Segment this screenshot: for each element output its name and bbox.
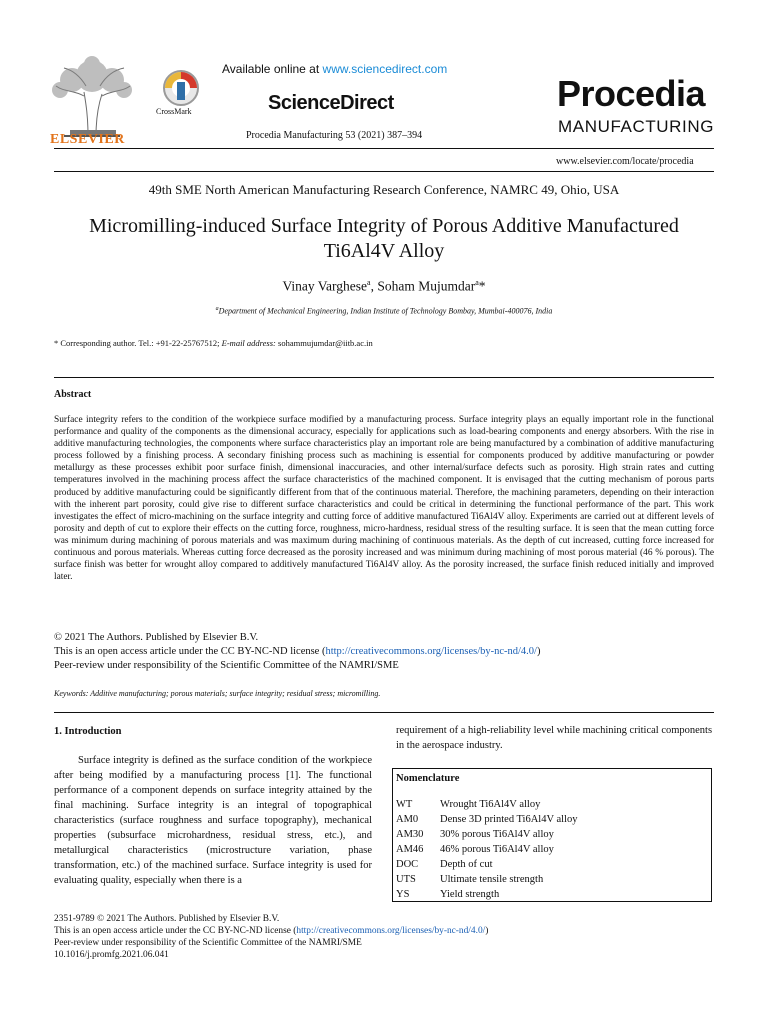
nomenclature-def: 30% porous Ti6Al4V alloy — [440, 829, 554, 840]
author-affil-mark: a — [367, 278, 371, 287]
footer-license-line — [54, 925, 488, 937]
footer-license-text: This is an open access article under the CC BY-NC-ND license ( — [54, 926, 297, 937]
corresponding-author-note — [54, 338, 373, 348]
copyright-line: © 2021 The Authors. Published by Elsevier B.V. — [54, 632, 259, 643]
nomenclature-row — [396, 812, 577, 827]
nomenclature-abbr: AM30 — [396, 829, 424, 840]
nomenclature-def: Ultimate tensile strength — [440, 874, 544, 885]
issn-line: 2351-9789 © 2021 The Authors. Published by Elsevier B.V. — [54, 914, 280, 924]
paper-title — [54, 214, 714, 264]
tree-icon — [44, 56, 140, 140]
corresponding-mark: * — [478, 278, 486, 294]
license-link[interactable]: http://creativecommons.org/licenses/by-nc-nd/4.0/ — [325, 646, 537, 657]
journal-logo-manufacturing: MANUFACTURING — [558, 117, 715, 136]
nomenclature-row — [396, 827, 577, 842]
nomenclature-box — [392, 768, 712, 902]
conference-line: 49th SME North American Manufacturing Research Conference, NAMRC 49, Ohio, USA — [148, 182, 620, 197]
available-online-text: Available online at — [222, 62, 323, 76]
elsevier-wordmark: ELSEVIER — [50, 132, 125, 147]
license-close: ) — [536, 646, 541, 657]
nomenclature-abbr: YS — [396, 889, 410, 900]
author-separator: , — [370, 278, 378, 294]
paper-title-line-2: Ti6Al4V Alloy — [323, 240, 445, 262]
abstract-top-rule — [54, 377, 714, 378]
available-online-line — [222, 62, 447, 76]
header-divider-bottom — [54, 171, 714, 172]
nomenclature-abbr: UTS — [396, 874, 416, 885]
affiliation — [0, 306, 768, 316]
nomenclature-def: Wrought Ti6Al4V alloy — [440, 799, 541, 810]
nomenclature-abbr: AM46 — [396, 844, 424, 855]
sciencedirect-link[interactable]: www.sciencedirect.com — [322, 62, 448, 76]
nomenclature-def: Depth of cut — [440, 859, 493, 870]
peer-review-line: Peer-review under responsibility of the Scientific Committee of the NAMRI/SME — [54, 660, 399, 671]
footer-license-link[interactable]: http://creativecommons.org/licenses/by-nc-nd/4.0/ — [296, 926, 486, 937]
nomenclature-def: 46% porous Ti6Al4V alloy — [440, 844, 554, 855]
nomenclature-abbr: WT — [396, 799, 413, 810]
journal-logo-procedia: Procedia — [557, 73, 706, 114]
copyright-block — [54, 631, 714, 673]
introduction-continuation: requirement of a high-reliability level while machining critical components in the aerospace industry. — [396, 725, 713, 751]
nomenclature-abbr: AM0 — [396, 814, 419, 825]
author-affil-mark: a — [475, 278, 479, 287]
page-footer — [54, 913, 488, 961]
journal-url-link[interactable]: www.elsevier.com/locate/procedia — [556, 156, 694, 167]
nomenclature-row — [396, 797, 577, 812]
nomenclature-row — [396, 857, 577, 872]
keywords-label: Keywords: — [54, 689, 89, 698]
nomenclature-row — [396, 887, 577, 902]
affiliation-mark: a — [215, 306, 219, 312]
license-text: This is an open access article under the CC BY-NC-ND license ( — [54, 646, 326, 657]
keywords-line — [54, 689, 380, 698]
introduction-text: Surface integrity is defined as the surface condition of the workpiece after being modified by a manufacturing process [1]. The functional performance of a component depends on surface integrity attained by the final machining. Surface integrity is an integral of topographical characteristics (surface roughness and surface topography), mechanical properties (subsurface microhardness, residual stress, etc.), and metallurgical characteristics (microstructure variation, phase transformation, etc.) of the machined surface. Surface integrity is used for evaluating quality, especially when there is a — [54, 755, 372, 887]
abstract-text: Surface integrity refers to the condition of the workpiece surface modified by a manufacturing process. Surface integrity plays an equally important role in the functional performance and quality of the components as the dimensional accuracy, especially for applications such as load-bearing components and energy absorbers. With the rise in additive manufacturing technologies, the components where surface characteristics play an important role are being manufactured by a combination of additive manufacturing process followed by a finishing process. A secondary finishing process such as machining is essential for components produced by additive manufacturing or powder metallurgy as these processes exhibit poor surface finish, dimensional inaccuracies, and other internal/surface defects such as porosity. High strain rates and cutting temperatures involved in the machining process affect the surface characteristics of the machined component. It is envisaged that the cutting mechanism of porous parts produced by additive manufacturing could be significantly different from that of the continuous material. Therefore, the machining parameters, depending on their interaction with the inherent part porosity, could give rise to different surface characteristics and could be critical in determining the functional performance of the part. This work investigates the effect of micro-machining on the surface integrity and cutting force of additive manufactured Ti6Al4V alloy. Experiments are carried out at different levels of porosity and depth of cut to explore their effects on the cutting force, roughness, micro-hardness, residual stress of the resulting surface. It is seen that the mean cutting force was minimum during machining of porous materials and was maximum during machining of continuous materials. As the depth of cut increased, cutting force increased for continuous and porous materials. Whereas cutting force decreased as the porosity increased and was minimum during machining of most porous material (46 % porous). The surface finish was better for wrought alloy compared to additively manufactured Ti6Al4V alloy. As the porosity increased, the surface finish reduced initially and improved later. — [54, 415, 714, 583]
license-line — [54, 645, 714, 659]
abstract-bottom-rule — [54, 712, 714, 713]
corresponding-author-text: * Corresponding author. Tel.: +91-22-25767512; — [54, 338, 222, 348]
section-heading-introduction: 1. Introduction — [54, 726, 122, 737]
affiliation-text: Department of Mechanical Engineering, Indian Institute of Technology Bombay, Mumbai-400076, India — [218, 306, 553, 316]
nomenclature-def: Yield strength — [440, 889, 500, 900]
nomenclature-title: Nomenclature — [396, 773, 460, 784]
sciencedirect-brand: ScienceDirect — [268, 92, 394, 114]
nomenclature-row — [396, 842, 577, 857]
abstract-heading: Abstract — [54, 389, 92, 400]
nomenclature-list — [396, 797, 577, 902]
author-name: Soham Mujumdar — [377, 278, 476, 294]
corresponding-email[interactable]: sohammujumdar@iitb.ac.in — [278, 338, 373, 348]
email-label: E-mail address: — [221, 338, 279, 348]
nomenclature-abbr: DOC — [396, 859, 419, 870]
nomenclature-row — [396, 872, 577, 887]
nomenclature-def: Dense 3D printed Ti6Al4V alloy — [440, 814, 578, 825]
footer-license-close: ) — [485, 926, 489, 937]
author-name: Vinay Varghese — [282, 278, 368, 294]
author-list — [0, 278, 768, 295]
journal-reference: Procedia Manufacturing 53 (2021) 387–394 — [246, 130, 423, 141]
paper-title-line-1: Micromilling-induced Surface Integrity of Porous Additive Manufactured — [89, 215, 679, 237]
doi-line[interactable]: 10.1016/j.promfg.2021.06.041 — [54, 950, 169, 961]
crossmark-label: CrossMark — [156, 107, 192, 116]
header-divider-top — [54, 148, 714, 149]
footer-peer-review: Peer-review under responsibility of the Scientific Committee of the NAMRI/SME — [54, 938, 362, 949]
keywords-list: Additive manufacturing; porous materials; surface integrity; residual stress; micromilling. — [88, 689, 381, 698]
